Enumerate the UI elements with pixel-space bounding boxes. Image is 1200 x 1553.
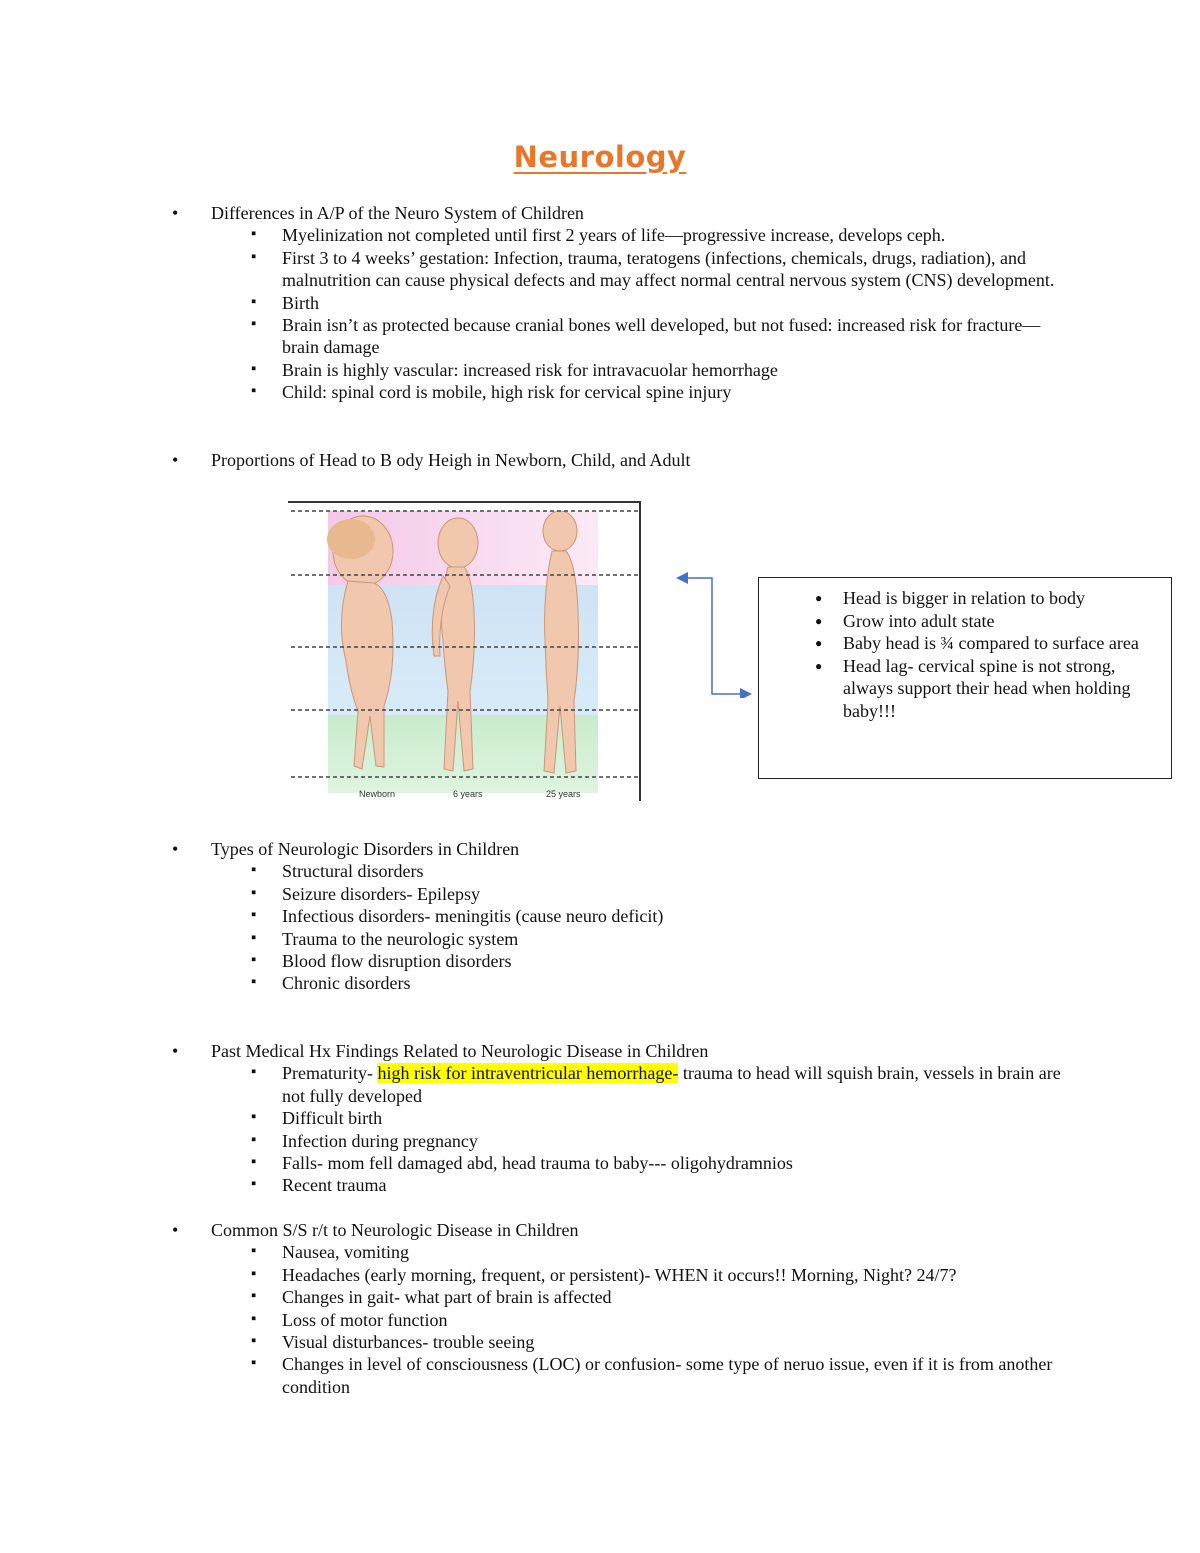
callout-item: ● Baby head is ¾ compared to surface area <box>759 632 1163 655</box>
list-item: ▪ Recent trauma <box>0 1174 1062 1196</box>
section-disorder-types <box>0 838 1200 995</box>
list-item: ▪ Brain is highly vascular: increased risk for intravacuolar hemorrhage <box>0 359 1062 381</box>
section-heading: • Types of Neurologic Disorders in Children <box>0 838 1200 860</box>
list-item: ▪ Loss of motor function <box>0 1309 1062 1331</box>
list-item: ▪ Structural disorders <box>0 860 1062 882</box>
callout-textbox <box>758 577 1172 779</box>
list-item: ▪ Brain isn’t as protected because cranial bones well developed, but not fused: increased risk for fracture—brain damage <box>0 314 1062 359</box>
section-heading: • Differences in A/P of the Neuro System of Children <box>0 202 1200 224</box>
list-item: ▪ Child: spinal cord is mobile, high risk for cervical spine injury <box>0 381 1062 403</box>
page-title: Neurology <box>513 140 687 174</box>
list-item: ▪ Visual disturbances- trouble seeing <box>0 1331 1062 1353</box>
callout-item: ● Grow into adult state <box>759 610 1163 633</box>
list-item: ▪ Falls- mom fell damaged abd, head trauma to baby--- oligohydramnios <box>0 1152 1062 1174</box>
section-heading: • Proportions of Head to B ody Heigh in Newborn, Child, and Adult <box>0 449 1200 471</box>
list-item-prematurity: ▪ Prematurity- high risk for intraventricular hemorrhage- trauma to head will squish brain, vessels in brain are not fully developed <box>0 1062 1062 1107</box>
list-item: ▪ Chronic disorders <box>0 972 1062 994</box>
list-item: ▪ Infectious disorders- meningitis (cause neuro deficit) <box>0 905 1062 927</box>
figure-label-25-years: 25 years <box>546 789 581 799</box>
highlighted-text: high risk for intraventricular hemorrhage- <box>377 1063 679 1084</box>
section-heading: • Common S/S r/t to Neurologic Disease in Children <box>0 1219 1200 1241</box>
list-item: ▪ Changes in level of consciousness (LOC) or confusion- some type of neruo issue, even if it is from another condition <box>0 1353 1062 1398</box>
callout-connector-arrow <box>672 568 762 698</box>
section-proportions <box>0 449 1200 471</box>
list-item: ▪ Myelinization not completed until first 2 years of life—progressive increase, develops ceph. <box>0 224 1062 246</box>
list-item: ▪ Nausea, vomiting <box>0 1241 1062 1263</box>
adult-figure <box>543 511 579 773</box>
section-heading: • Past Medical Hx Findings Related to Neurologic Disease in Children <box>0 1040 1200 1062</box>
child-figure <box>432 518 478 771</box>
callout-item: ● Head lag- cervical spine is not strong, always support their head when holding baby!!! <box>759 655 1163 723</box>
figure-label-6-years: 6 years <box>453 789 483 799</box>
list-item: ▪ Trauma to the neurologic system <box>0 928 1062 950</box>
newborn-figure <box>327 516 393 769</box>
list-item: ▪ Changes in gait- what part of brain is affected <box>0 1286 1062 1308</box>
section-common-signs-symptoms <box>0 1219 1200 1398</box>
section-anatomy-differences <box>0 202 1200 404</box>
list-item: ▪ Blood flow disruption disorders <box>0 950 1062 972</box>
section-past-medical-history <box>0 1040 1200 1197</box>
list-item: ▪ Birth <box>0 292 1062 314</box>
head-body-proportion-figure <box>288 501 641 801</box>
list-item: ▪ Seizure disorders- Epilepsy <box>0 883 1062 905</box>
figure-label-newborn: Newborn <box>359 789 396 799</box>
body-figures-illustration <box>288 501 641 801</box>
list-item: ▪ Infection during pregnancy <box>0 1130 1062 1152</box>
list-item: ▪ Difficult birth <box>0 1107 1062 1129</box>
callout-item: ● Head is bigger in relation to body <box>759 587 1163 610</box>
list-item: ▪ First 3 to 4 weeks’ gestation: Infection, trauma, teratogens (infections, chemicals, drugs, radiation), and malnutrition can cause physical defects and may affect normal central nervous system (CNS) development. <box>0 247 1062 292</box>
list-item: ▪ Headaches (early morning, frequent, or persistent)- WHEN it occurs!! Morning, Night? 24/7? <box>0 1264 1062 1286</box>
